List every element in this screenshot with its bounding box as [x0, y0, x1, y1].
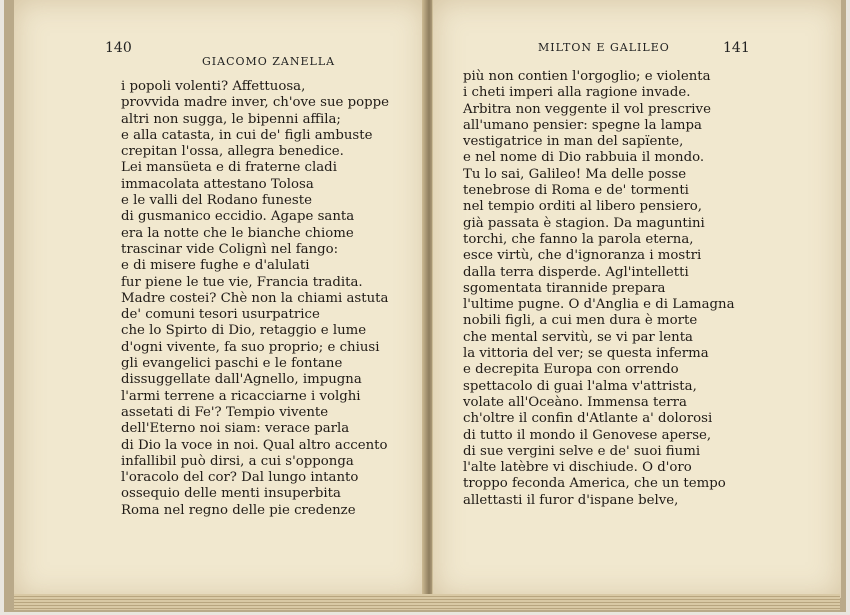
- verse-line: Lei mansüeta e di fraterne cladi: [121, 160, 337, 176]
- verse-line: ossequio delle menti insuperbita: [121, 486, 341, 502]
- running-head: MILTON E GALILEO: [538, 41, 670, 54]
- verse-line: i cheti imperi alla ragione invade.: [463, 85, 691, 101]
- page-number: 141: [723, 40, 750, 56]
- verse-line: trascinar vide Colignì nel fango:: [121, 241, 339, 257]
- verse-line: Arbitra non veggente il vol prescrive: [463, 101, 711, 117]
- left-page: [14, 0, 427, 598]
- verse-line: d'ogni vivente, fa suo proprio; e chiusi: [121, 339, 380, 355]
- verse-line: l'oracolo del cor? Dal lungo intanto: [121, 470, 359, 486]
- page-edges: [14, 594, 840, 610]
- page-number: 140: [105, 40, 132, 56]
- verse-line: volate all'Oceàno. Immensa terra: [463, 394, 687, 410]
- verse-line: di Dio la voce in noi. Qual altro accento: [121, 437, 388, 453]
- verse-line: gli evangelici paschi e le fontane: [121, 356, 343, 372]
- verse-line: già passata è stagion. Da maguntini: [463, 215, 705, 231]
- verse-line: di sue vergini selve e de' suoi fiumi: [463, 443, 701, 459]
- poem-text: [463, 69, 735, 509]
- verse-line: era la notte che le bianche chiome: [121, 225, 354, 241]
- running-head: GIACOMO ZANELLA: [202, 55, 336, 68]
- verse-line: la vittoria del ver; se questa inferma: [463, 346, 709, 362]
- verse-line: assetati di Fe'? Tempio vivente: [121, 404, 329, 420]
- verse-line: altri non sugga, le bipenni affila;: [121, 111, 341, 127]
- verse-line: che lo Spirto di Dio, retaggio e lume: [121, 323, 367, 339]
- verse-line: l'alte latèbre vi dischiude. O d'oro: [463, 460, 692, 476]
- verse-line: i popoli volenti? Affettuosa,: [121, 79, 306, 94]
- verse-line: di gusmanico eccidio. Agape santa: [121, 209, 355, 225]
- poem-text: [121, 79, 389, 519]
- verse-line: fur piene le tue vie, Francia tradita.: [121, 274, 363, 290]
- verse-line: nel tempio orditi al libero pensiero,: [463, 199, 703, 215]
- verse-line: di tutto il mondo il Genovese aperse,: [463, 427, 712, 443]
- verse-line: spettacolo di guai l'alma v'attrista,: [463, 378, 697, 394]
- verse-line: torchi, che fanno la parola eterna,: [463, 231, 694, 247]
- verse-line: e alla catasta, in cui de' figli ambuste: [121, 127, 373, 143]
- verse-line: de' comuni tesori usurpatrice: [121, 307, 320, 323]
- verse-line: Roma nel regno delle pie credenze: [121, 502, 356, 518]
- right-page: [432, 0, 841, 598]
- verse-line: e le valli del Rodano funeste: [121, 193, 312, 209]
- verse-line: allettasti il furor d'ispane belve,: [463, 492, 679, 508]
- verse-line: e di misere fughe e d'alulati: [121, 258, 310, 274]
- verse-line: e decrepita Europa con orrendo: [463, 362, 679, 378]
- verse-line: che mental servitù, se vi par lenta: [463, 329, 693, 345]
- verse-line: vestigatrice in man del sapïente,: [463, 134, 684, 150]
- verse-line: sgomentata tirannide prepara: [463, 280, 666, 296]
- verse-line: infallibil può dirsi, a cui s'opponga: [121, 453, 354, 469]
- verse-line: e nel nome di Dio rabbuia il mondo.: [463, 150, 705, 166]
- verse-line: Madre costei? Chè non la chiami astuta: [121, 290, 389, 306]
- verse-line: all'umano pensier: spegne la lampa: [463, 117, 702, 133]
- verse-line: dell'Eterno noi siam: verace parla: [121, 421, 350, 437]
- verse-line: crepitan l'ossa, allegra benedice.: [121, 144, 344, 160]
- verse-line: più non contien l'orgoglio; e violenta: [463, 69, 711, 84]
- verse-line: dalla terra disperde. Agl'intelletti: [463, 264, 689, 280]
- verse-line: tenebrose di Roma e de' tormenti: [463, 183, 689, 199]
- verse-line: immacolata attestano Tolosa: [121, 176, 314, 192]
- verse-line: nobili figli, a cui men dura è morte: [463, 313, 698, 329]
- verse-line: provvida madre inver, ch'ove sue poppe: [121, 95, 390, 111]
- open-book: [4, 0, 846, 612]
- verse-line: Tu lo sai, Galileo! Ma delle posse: [463, 166, 687, 182]
- verse-line: l'armi terrene a ricacciarne i volghi: [121, 388, 361, 404]
- verse-line: esce virtù, che d'ignoranza i mostri: [463, 248, 702, 264]
- verse-line: troppo feconda America, che un tempo: [463, 476, 726, 492]
- verse-line: l'ultime pugne. O d'Anglia e di Lamagna: [463, 297, 735, 313]
- verse-line: ch'oltre il confin d'Atlante a' dolorosi: [463, 411, 713, 427]
- verse-line: dissuggellate dall'Agnello, impugna: [121, 372, 362, 388]
